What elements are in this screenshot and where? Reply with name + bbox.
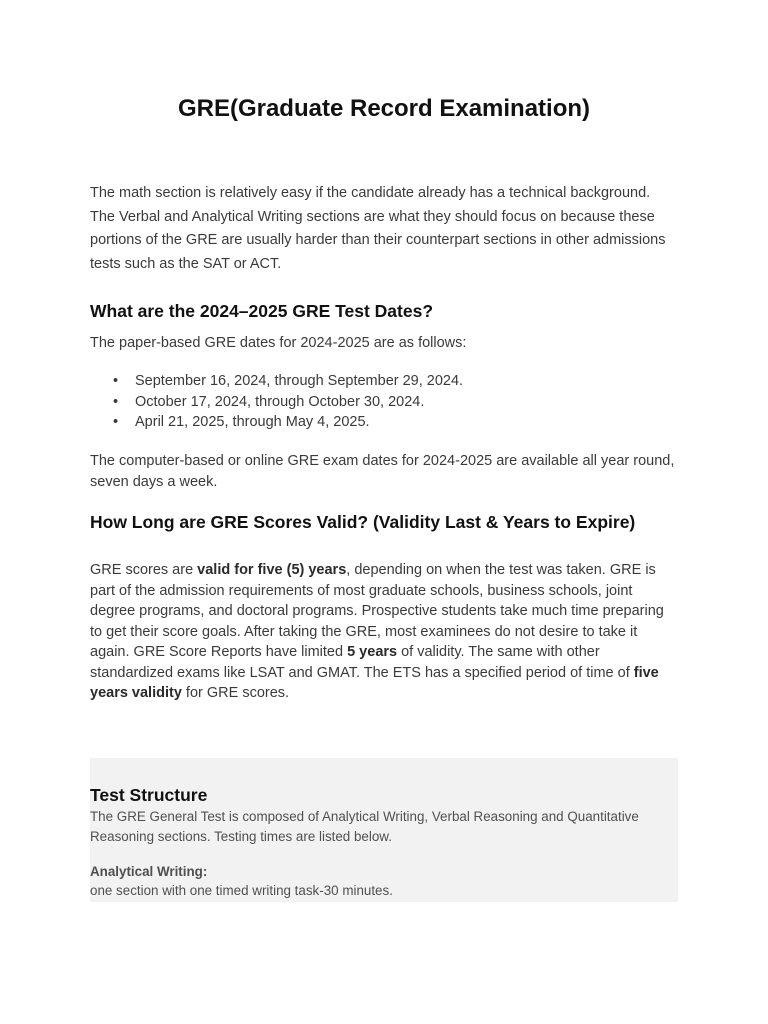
analytical-writing-description: one section with one timed writing task-30 minutes. xyxy=(90,883,393,898)
list-item xyxy=(113,371,464,392)
test-date-range: September 16, 2024, through September 29, 2024. xyxy=(135,373,464,389)
list-item xyxy=(113,392,463,413)
validity-emphasis: five years validity xyxy=(90,664,659,701)
analytical-writing-label: Analytical Writing: xyxy=(90,864,208,879)
page-title: GRE(Graduate Record Examination) xyxy=(177,95,591,122)
test-dates-heading: What are the 2024–2025 GRE Test Dates? xyxy=(90,301,434,321)
list-item xyxy=(113,412,463,433)
validity-heading: How Long are GRE Scores Valid? (Validity Last & Years to Expire) xyxy=(90,512,636,532)
validity-emphasis: valid for five (5) years xyxy=(197,562,347,578)
bullet-icon: • xyxy=(113,373,119,389)
online-dates-paragraph: The computer-based or online GRE exam dates for 2024-2025 are available all year round, seven days a week. xyxy=(90,453,675,490)
test-date-range: October 17, 2024, through October 30, 2024. xyxy=(135,393,425,410)
bullet-icon: • xyxy=(113,414,119,430)
validity-text: GRE scores are xyxy=(90,562,198,578)
validity-text: of validity. The same with other standardized exams like LSAT and GMAT. The ETS has a specified period of time of xyxy=(90,644,634,681)
test-structure-description: The GRE General Test is composed of Analytical Writing, Verbal Reasoning and Quantitative Reasoning sections. Testing times are listed below. xyxy=(90,809,639,844)
test-date-range: April 21, 2025, through May 4, 2025. xyxy=(135,414,370,430)
test-structure-heading: Test Structure xyxy=(90,785,208,805)
test-structure-box xyxy=(90,758,678,902)
bullet-icon: • xyxy=(113,393,119,410)
validity-text: , depending on when the test was taken. GRE is part of the admission requirements of most graduate schools, business schools, joint degree programs, and doctoral programs. Prospective students take much time preparing to get their score goals. After taking the GRE, most examinees do not desire to take it again. GRE Score Reports have limited xyxy=(90,562,664,660)
validity-text: for GRE scores. xyxy=(181,685,290,701)
intro-paragraph: The math section is relatively easy if the candidate already has a technical background. The Verbal and Analytical Writing sections are what they should focus on because these portions of the GRE are usually harder than their counterpart sections in other admissions tests such as the SAT or ACT. xyxy=(90,185,666,272)
validity-paragraph xyxy=(90,560,678,704)
test-dates-list xyxy=(90,371,463,433)
validity-emphasis: 5 years xyxy=(347,644,398,660)
test-dates-intro: The paper-based GRE dates for 2024-2025 are as follows: xyxy=(90,335,467,351)
